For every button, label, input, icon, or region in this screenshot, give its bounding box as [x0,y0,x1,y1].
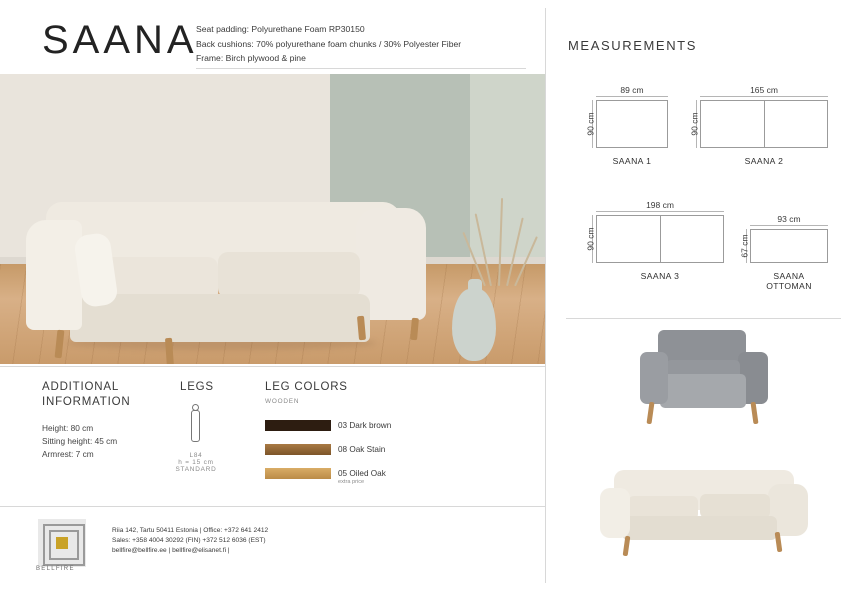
company-logo [38,519,86,567]
leg-colors-subtitle: WOODEN [265,398,300,405]
divider-below-measurements [566,318,841,319]
additional-row-height: Height: 80 cm [42,423,94,433]
measure-box-saana-ottoman [739,214,828,291]
decor-vase [452,289,496,361]
leg-code-label: L84 [189,452,203,459]
measure-caption: SAANA 1 [612,156,652,166]
measure-width-label: 89 cm [620,85,644,95]
leg-drawing [186,404,206,444]
divider-above-footer [0,506,545,507]
measure-width-label: 93 cm [777,214,801,224]
width-tick-line [750,225,828,226]
measure-height-label: 67 cm [739,234,750,258]
measure-inner-divider [660,215,661,263]
additional-row-sitting-height: Sitting height: 45 cm [42,436,118,446]
measure-width-label: 198 cm [646,200,674,210]
spec-line-frame: Frame: Birch plywood & pine [196,53,306,63]
width-tick-line [596,211,724,212]
sofa2-arm-left [600,488,630,538]
spec-line-back-cushions: Back cushions: 70% polyurethane foam chunks / 30% Polyester Fiber [196,38,462,49]
sofa-illustration [26,202,426,364]
armchair-photo [640,330,770,440]
additional-title-line1: ADDITIONAL [42,381,120,393]
leg-color-swatch-05[interactable] [265,468,331,479]
leg-stem [191,410,200,442]
additional-title-line2: INFORMATION [42,396,131,408]
company-logo-text: BELLFIRE [36,566,75,572]
leg-color-label-05: 05 Oiled Oak [338,469,386,478]
leg-color-note-05: extra price [338,479,365,485]
sofa-back-cushion-2 [218,252,360,298]
pampas-grass [470,194,530,286]
sofa-leg-front-right [410,318,419,341]
leg-code [168,452,224,473]
header-underline [196,68,526,69]
measure-caption: SAANA 2 [744,156,784,166]
measure-box-saana-1 [585,85,668,166]
width-tick-line [700,96,828,97]
legs-block [180,381,250,393]
spec-line-seat-padding: Seat padding: Polyurethane Foam RP30150 [196,24,365,34]
measure-width-label: 165 cm [750,85,778,95]
additional-row-armrest: Armrest: 7 cm [42,449,94,459]
logo-center-dot [56,537,68,549]
measure-inner-divider [764,100,765,148]
leg-standard-label: STANDARD [175,466,217,473]
footer-line-sales: Sales: +358 4004 30292 (FIN) +372 512 6036 (EST) [112,537,266,544]
armchair-arm-left [640,352,668,404]
measure-height-label: 90 cm [585,112,596,136]
footer-line-email: bellfire@bellfire.ee | bellfire@elisanet.fi | [112,547,230,554]
measure-height-label: 90 cm [689,112,700,136]
leg-color-label-08: 08 Oak Stain [338,445,386,454]
measure-frame [750,229,828,263]
footer-line-address: Riia 142, Tartu 50411 Estonia | Office: +372 641 2412 [112,527,269,534]
armchair-leg-front-right [750,402,758,424]
sofa-seat [70,294,370,342]
leg-color-swatch-03[interactable] [265,420,331,431]
measure-box-saana-2 [689,85,828,166]
hero-product-photo [0,74,545,364]
divider-below-photo [0,366,545,367]
measure-box-saana-3 [585,200,724,281]
footer-contact [112,526,268,556]
measure-height-label: 90 cm [585,227,596,251]
spec-list [196,22,526,66]
sofa2-back-cushion-2 [700,494,770,518]
leg-colors-title: LEG COLORS [265,381,348,393]
armchair-seat [660,374,746,408]
leg-size-label: h = 15 cm [178,459,214,466]
sofa-three-seater-photo [600,470,815,575]
sofa-leg-front-left [55,330,65,359]
sofa-arm-left [26,220,82,330]
leg-color-label-03: 03 Dark brown [338,421,392,430]
measure-caption: SAANA OTTOMAN [766,271,812,291]
width-tick-line [596,96,668,97]
additional-information-block [42,381,130,461]
leg-color-swatch-08[interactable] [265,444,331,455]
sofa2-seat [622,516,777,540]
legs-title: LEGS [180,381,214,393]
measurements-title: MEASUREMENTS [568,38,697,53]
measure-frame [596,100,668,148]
armchair-leg-front-left [646,402,654,424]
leg-colors-block [265,381,348,405]
page-title: SAANA [42,18,198,62]
measure-caption: SAANA 3 [640,271,680,281]
vertical-divider-main [545,8,546,583]
